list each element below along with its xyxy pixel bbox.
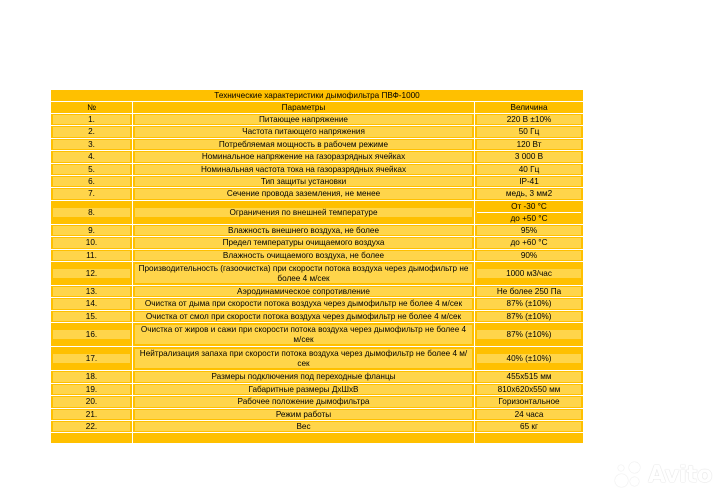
row-value: Горизонтальное — [475, 396, 584, 408]
row-num: 18. — [51, 371, 133, 383]
row-param: Потребляемая мощность в рабочем режиме — [133, 138, 475, 150]
row-value-lower: до +50 °С — [510, 213, 548, 223]
row-num: 9. — [51, 224, 133, 236]
row-num: 11. — [51, 249, 133, 261]
table-row — [51, 396, 584, 408]
row-param: Ограничения по внешней температуре — [133, 200, 475, 224]
row-value: 87% (±10%) — [475, 323, 584, 347]
row-value: 50 Гц — [475, 126, 584, 138]
table-row — [51, 298, 584, 310]
row-param: Номинальное напряжение на газоразрядных ячейках — [133, 151, 475, 163]
table-row — [51, 420, 584, 432]
table-row — [51, 383, 584, 395]
row-param: Влажность очищаемого воздуха, не более — [133, 249, 475, 261]
row-num: 14. — [51, 298, 133, 310]
row-value: 810х620х550 мм — [475, 383, 584, 395]
table-row — [51, 163, 584, 175]
row-param: Номинальная частота тока на газоразрядных ячейках — [133, 163, 475, 175]
row-param: Влажность внешнего воздуха, не более — [133, 224, 475, 236]
avito-logo-icon — [613, 460, 643, 490]
row-value: медь, 3 мм2 — [475, 188, 584, 200]
row-num: 8. — [51, 200, 133, 224]
row-value: 90% — [475, 249, 584, 261]
row-value — [475, 200, 584, 224]
row-value: IP-41 — [475, 176, 584, 188]
row-num: 6. — [51, 176, 133, 188]
table-row — [51, 347, 584, 371]
table-row — [51, 151, 584, 163]
row-num: 16. — [51, 323, 133, 347]
avito-watermark — [613, 455, 713, 495]
row-param: Габаритные размеры ДхШхВ — [133, 383, 475, 395]
table-row — [51, 371, 584, 383]
row-num: 13. — [51, 286, 133, 298]
row-param: Частота питающего напряжения — [133, 126, 475, 138]
row-param: Режим работы — [133, 408, 475, 420]
row-value: 24 часа — [475, 408, 584, 420]
avito-watermark-text: Avito — [648, 462, 713, 488]
row-value: 65 кг — [475, 420, 584, 432]
table-row — [51, 249, 584, 261]
table-row — [51, 188, 584, 200]
row-num: 12. — [51, 262, 133, 286]
table-row — [51, 237, 584, 249]
table-row — [51, 114, 584, 126]
blank-cell — [475, 433, 584, 444]
table-row — [51, 310, 584, 322]
row-num: 4. — [51, 151, 133, 163]
row-num: 17. — [51, 347, 133, 371]
table-row — [51, 408, 584, 420]
row-value: 40 Гц — [475, 163, 584, 175]
row-value: 87% (±10%) — [475, 310, 584, 322]
row-param: Нейтрализация запаха при скорости потока воздуха через дымофильтр не более 4 м/сек — [133, 347, 475, 371]
table-title: Технические характеристики дымофильтра ПВФ-1000 — [51, 90, 584, 102]
table-row — [51, 138, 584, 150]
row-num: 1. — [51, 114, 133, 126]
table-row — [51, 323, 584, 347]
row-value: до +60 °С — [475, 237, 584, 249]
row-param: Рабочее положение дымофильтра — [133, 396, 475, 408]
blank-cell — [133, 433, 475, 444]
table-row — [51, 262, 584, 286]
table-row — [51, 126, 584, 138]
row-param: Вес — [133, 420, 475, 432]
row-value: 95% — [475, 224, 584, 236]
row-param: Размеры подключения под переходные фланцы — [133, 371, 475, 383]
row-param: Очистка от дыма при скорости потока воздуха через дымофильтр не более 4 м/сек — [133, 298, 475, 310]
row-param: Производительность (газоочистка) при скорости потока воздуха через дымофильтр не более 4 м/сек — [133, 262, 475, 286]
row-param: Аэродинамическое сопротивление — [133, 286, 475, 298]
table-title-row — [51, 90, 584, 102]
row-num: 10. — [51, 237, 133, 249]
row-value-upper: От -30 °С — [477, 201, 581, 213]
row-value: 3 000 В — [475, 151, 584, 163]
header-num: № — [51, 102, 133, 114]
row-value: 1000 м3/час — [475, 262, 584, 286]
row-param: Очистка от смол при скорости потока воздуха через дымофильтр не более 4 м/сек — [133, 310, 475, 322]
row-value: 40% (±10%) — [475, 347, 584, 371]
row-param: Питающее напряжение — [133, 114, 475, 126]
row-param: Очистка от жиров и сажи при скорости потока воздуха через дымофильтр не более 4 м/сек — [133, 323, 475, 347]
row-num: 15. — [51, 310, 133, 322]
row-value: 120 Вт — [475, 138, 584, 150]
row-num: 19. — [51, 383, 133, 395]
row-value: 455х515 мм — [475, 371, 584, 383]
header-value: Величина — [475, 102, 584, 114]
row-param: Предел температуры очищаемого воздуха — [133, 237, 475, 249]
specs-table — [50, 89, 584, 444]
table-blank-row — [51, 433, 584, 444]
row-num: 2. — [51, 126, 133, 138]
table-row — [51, 200, 584, 224]
row-num: 20. — [51, 396, 133, 408]
row-value: 87% (±10%) — [475, 298, 584, 310]
row-value: Не более 250 Па — [475, 286, 584, 298]
row-num: 5. — [51, 163, 133, 175]
row-num: 7. — [51, 188, 133, 200]
row-num: 21. — [51, 408, 133, 420]
header-param: Параметры — [133, 102, 475, 114]
table-header-row — [51, 102, 584, 114]
row-num: 3. — [51, 138, 133, 150]
table-row — [51, 176, 584, 188]
row-value: 220 В ±10% — [475, 114, 584, 126]
row-param: Сечение провода заземления, не менее — [133, 188, 475, 200]
table-row — [51, 224, 584, 236]
table-row — [51, 286, 584, 298]
blank-cell — [51, 433, 133, 444]
row-num: 22. — [51, 420, 133, 432]
row-param: Тип защиты установки — [133, 176, 475, 188]
